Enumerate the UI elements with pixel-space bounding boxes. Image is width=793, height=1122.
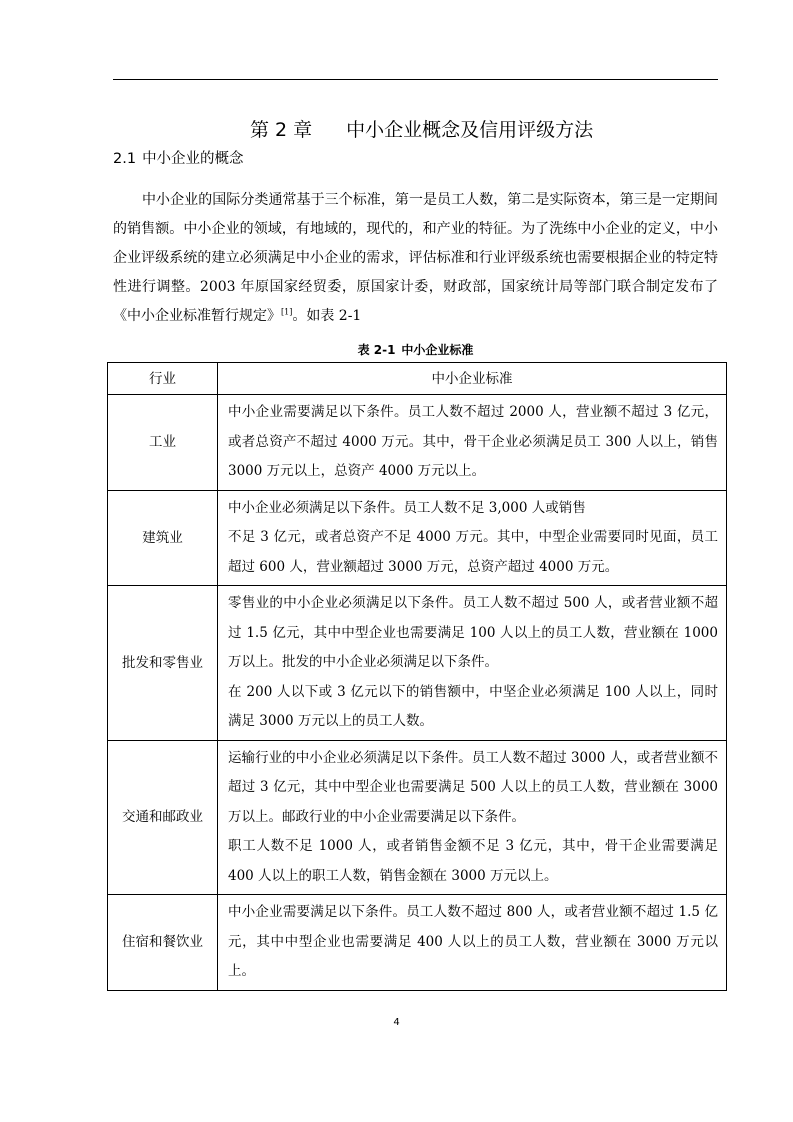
table-header-row — [108, 363, 727, 395]
body-paragraph — [113, 186, 718, 331]
chapter-number: 第 2 章 — [249, 119, 313, 141]
standard-text: 中小企业需要满足以下条件。员工人数不超过 800 人，或者营业额不超过 1.5 亿元，其中中型企业也需要满足 400 人以上的员工人数，营业额在 3000 万元以上。 — [228, 904, 718, 979]
section-title: 中小企业的概念 — [142, 151, 244, 167]
standard-text: 职工人数不足 1000 人，或者销售金额不足 3 亿元，其中，骨干企业需要满足 400 人以上的职工人数，销售金额在 3000 万元以上。 — [228, 838, 718, 884]
section-number: 2.1 — [113, 151, 137, 167]
table-caption-title: 中小企业标准 — [401, 343, 474, 357]
table-caption-number: 表 2-1 — [357, 343, 396, 357]
industry-cell: 交通和邮政业 — [108, 740, 218, 895]
citation-marker: [1] — [281, 307, 293, 317]
paragraph-text: 中小企业的国际分类通常基于三个标准，第一是员工人数，第二是实际资本，第三是一定期间的销售额。中小企业的领域，有地域的，现代的，和产业的特征。为了洗练中小企业的定义，中小企业评级系统的建立必须满足中小企业的需求，评估标准和行业评级系统也需要根据企业的特定特性进行调整。2003 年原国家经贸委，原国家计委，财政部，国家统计局等部门联合制定发布了《中小企业标准暂行规定》 — [113, 192, 718, 324]
standard-text: 中小企业需要满足以下条件。员工人数不超过 2000 人，营业额不超过 3 亿元，或者总资产不超过 4000 万元。其中，骨干企业必须满足员工 300 人以上，销售 3000 万元以上，总资产 4000 万元以上。 — [228, 404, 718, 479]
standard-cell — [218, 586, 727, 741]
standard-cell — [218, 395, 727, 491]
standard-text: 不足 3 亿元，或者总资产不足 4000 万元。其中，中型企业需要同时见面，员工超过 600 人，营业额超过 3000 万元，总资产超过 4000 万元。 — [228, 529, 718, 575]
page-number: 4 — [393, 1017, 400, 1028]
industry-cell: 住宿和餐饮业 — [108, 895, 218, 991]
standard-text: 零售业的中小企业必须满足以下条件。员工人数不超过 500 人，或者营业额不超过 1.5 亿元，其中中型企业也需要满足 100 人以上的员工人数，营业额在 1000 万以上。批发的中小企业必须满足以下条件。 — [228, 595, 718, 670]
chapter-title-text: 中小企业概念及信用评级方法 — [346, 119, 594, 141]
header-standard: 中小企业标准 — [218, 363, 727, 395]
standard-cell — [218, 740, 727, 895]
industry-cell: 批发和零售业 — [108, 586, 218, 741]
table-row — [108, 490, 727, 586]
header-rule — [113, 79, 718, 80]
industry-cell: 建筑业 — [108, 490, 218, 586]
table-row — [108, 395, 727, 491]
standard-cell — [218, 895, 727, 991]
table-caption — [113, 341, 718, 359]
standard-text: 运输行业的中小企业必须满足以下条件。员工人数不超过 3000 人，或者营业额不超过 3 亿元，其中中型企业也需要满足 500 人以上的员工人数，营业额在 3000 万以上。邮政行业的中小企业需要满足以下条件。 — [228, 749, 718, 825]
standards-table — [107, 362, 727, 991]
table-row — [108, 740, 727, 895]
table-row — [108, 895, 727, 991]
header-industry: 行业 — [108, 363, 218, 395]
paragraph-tail: 。如表 2-1 — [292, 308, 362, 324]
chapter-title — [113, 88, 718, 144]
table-row — [108, 586, 727, 741]
industry-cell: 工业 — [108, 395, 218, 491]
standard-cell — [218, 490, 727, 586]
section-heading — [113, 148, 244, 170]
standard-text: 中小企业必须满足以下条件。员工人数不足 3,000 人或销售 — [228, 499, 586, 516]
standard-text: 在 200 人以下或 3 亿元以下的销售额中，中坚企业必须满足 100 人以上，同时满足 3000 万元以上的员工人数。 — [228, 683, 718, 729]
